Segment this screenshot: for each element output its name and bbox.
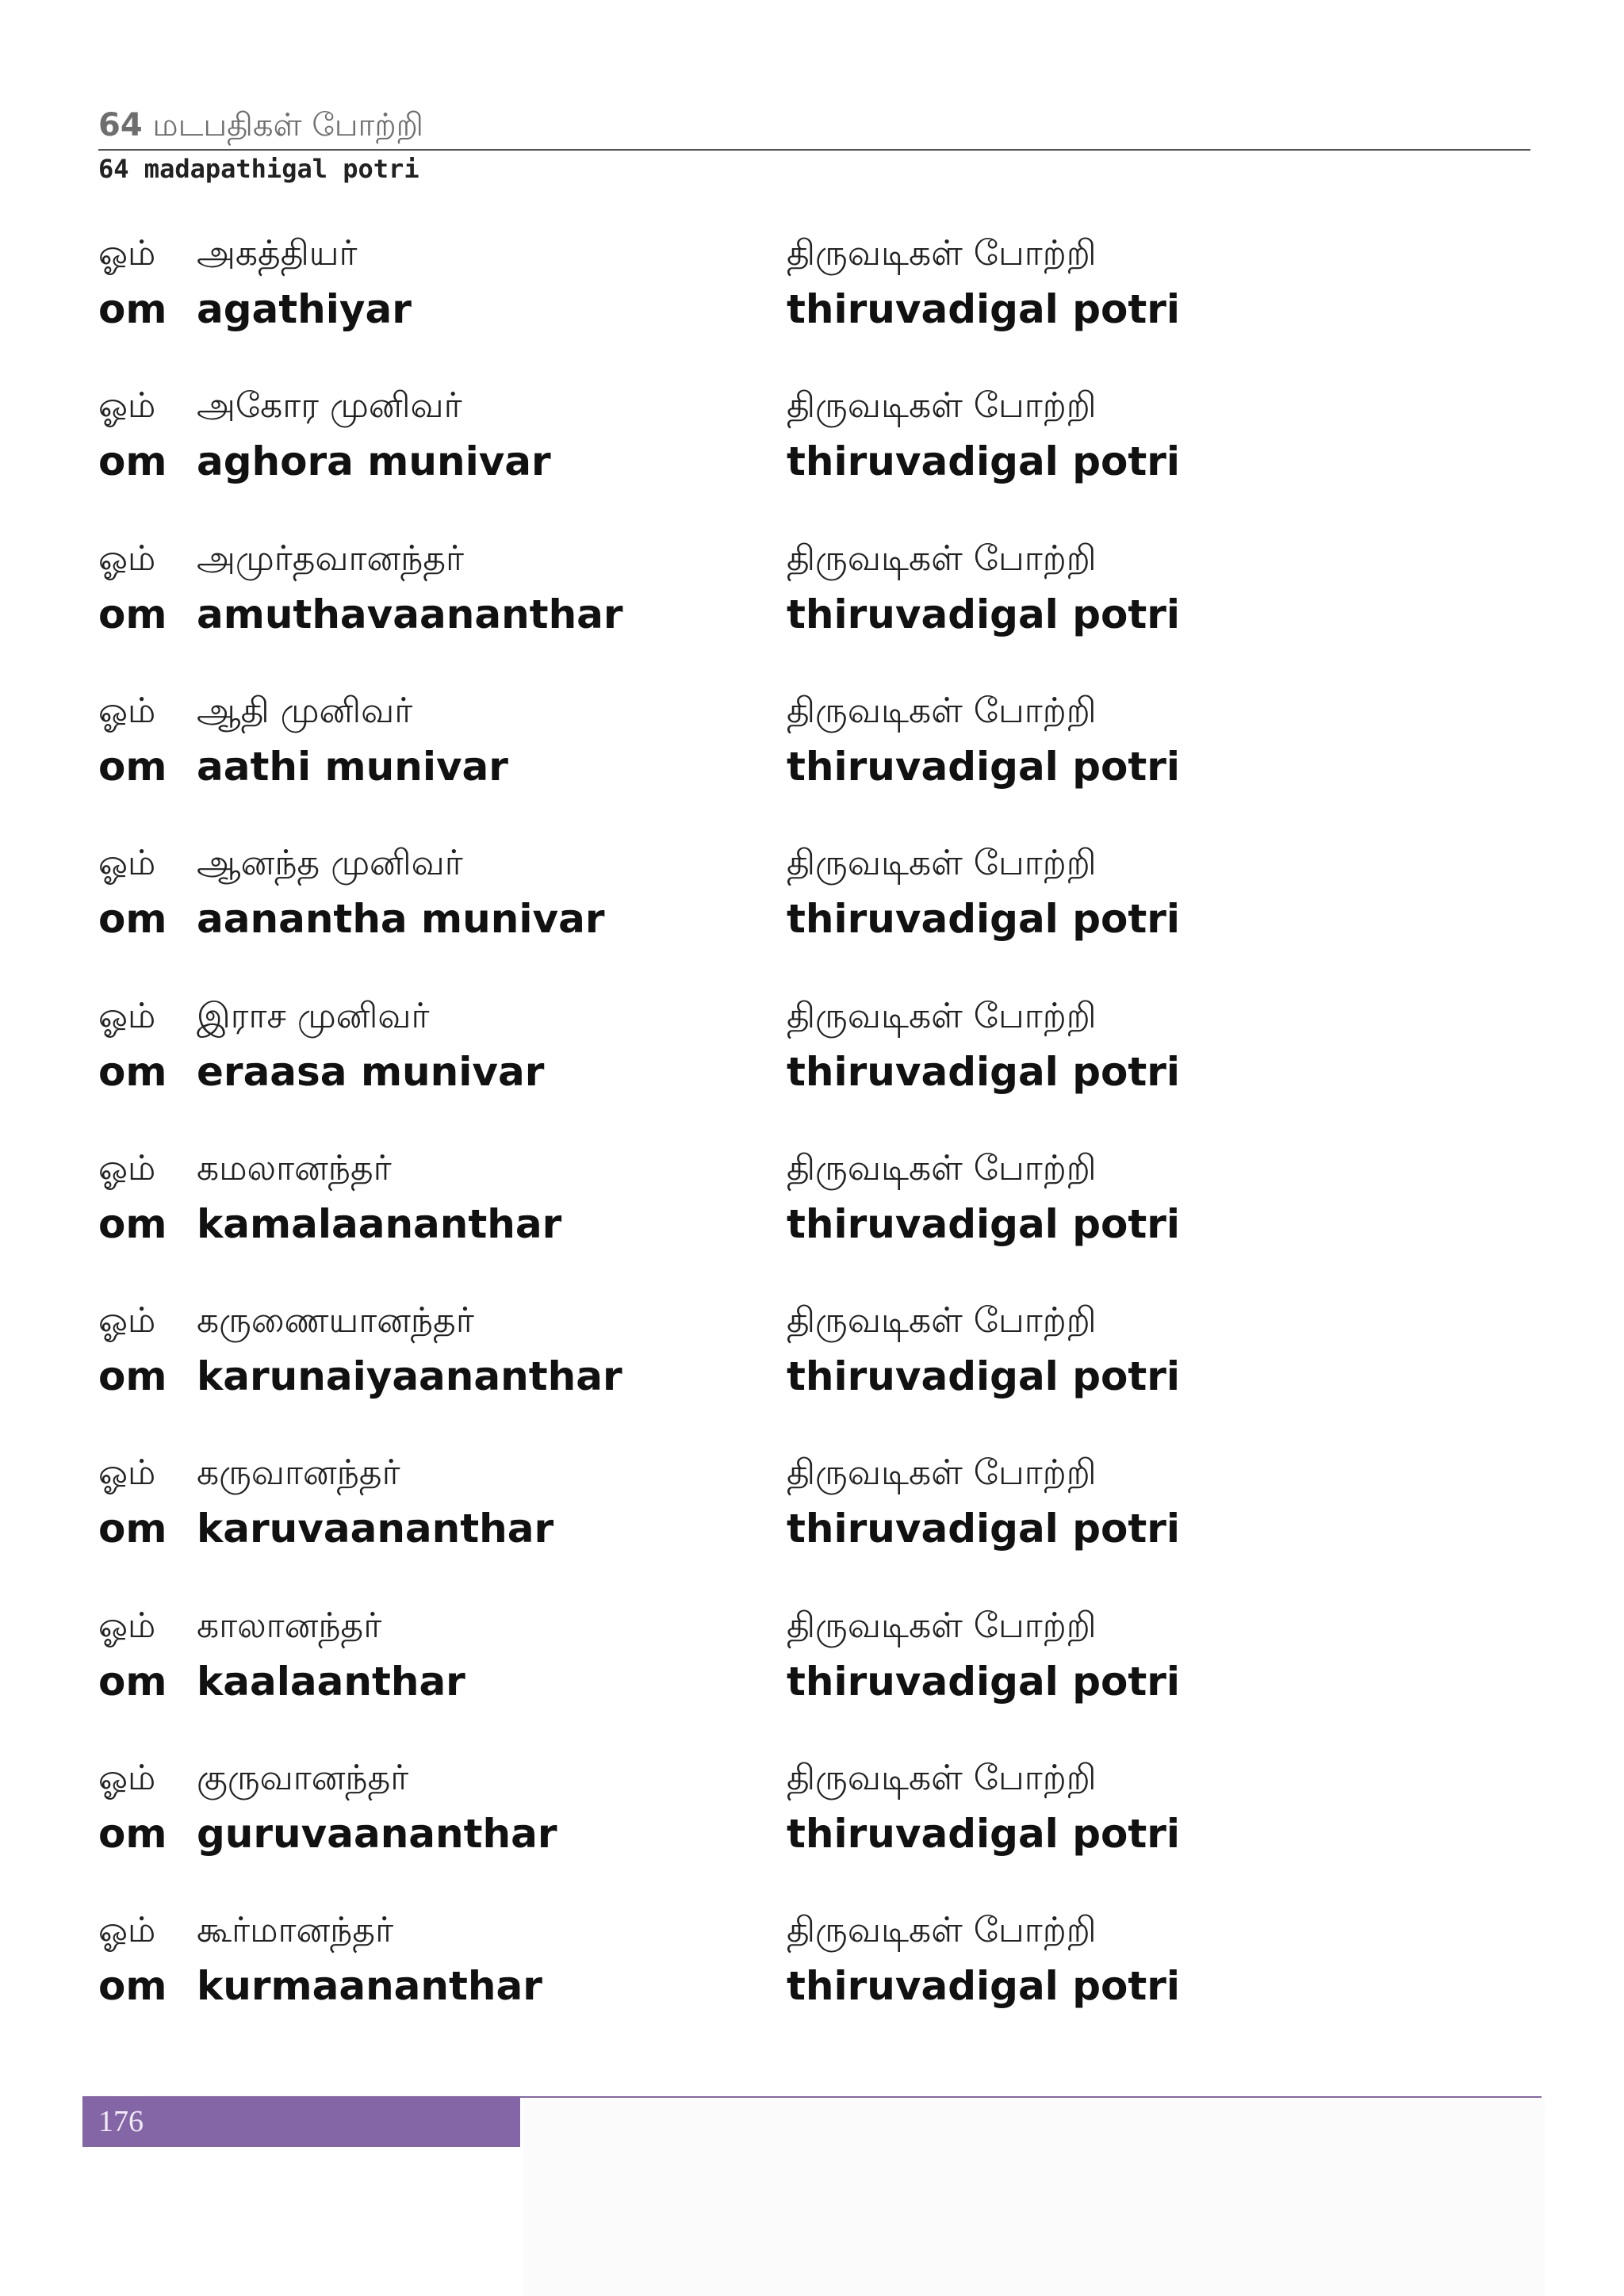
name-latin: karuvaananthar [197,1506,554,1552]
suffix-tamil: திருவடிகள் போற்றி [787,233,1097,274]
om-tamil: ஓம் [98,691,156,731]
name-latin: guruvaananthar [197,1811,557,1857]
name-tamil: ஆனந்த முனிவர் [197,843,463,883]
prayer-entry [0,686,1624,821]
suffix-tamil: திருவடிகள் போற்றி [787,538,1097,579]
page-header-title [98,105,423,146]
header-divider [98,149,1530,151]
prayer-entry [0,1601,1624,1735]
name-tamil: கருணையானந்தர் [197,1300,474,1341]
suffix-tamil: திருவடிகள் போற்றி [787,1758,1097,1798]
suffix-tamil: திருவடிகள் போற்றி [787,691,1097,731]
om-latin: om [98,896,167,942]
om-tamil: ஓம் [98,843,156,883]
om-latin: om [98,1963,167,2009]
name-tamil: கருவானந்தர் [197,1452,400,1493]
suffix-tamil: திருவடிகள் போற்றி [787,996,1097,1036]
om-latin: om [98,1506,167,1552]
suffix-latin: thiruvadigal potri [787,744,1181,790]
name-latin: karunaiyaananthar [197,1353,622,1399]
prayer-entry [0,381,1624,515]
om-tamil: ஓம் [98,538,156,579]
name-latin: aghora munivar [197,438,551,484]
suffix-latin: thiruvadigal potri [787,1659,1181,1705]
page-number: 176 [98,2105,144,2138]
prayer-entry [0,1753,1624,1888]
om-tamil: ஓம் [98,1300,156,1341]
om-tamil: ஓம் [98,1758,156,1798]
prayer-entry [0,838,1624,973]
om-latin: om [98,1049,167,1095]
page-number-box [82,2098,520,2147]
om-latin: om [98,1659,167,1705]
name-tamil: இராச முனிவர் [197,996,430,1036]
name-latin: eraasa munivar [197,1049,545,1095]
suffix-tamil: திருவடிகள் போற்றி [787,843,1097,883]
om-tamil: ஓம் [98,385,156,426]
om-tamil: ஓம் [98,996,156,1036]
header-title-tamil: மடபதிகள் போற்றி [152,107,424,144]
name-latin: agathiyar [197,286,412,332]
name-tamil: காலானந்தர் [197,1605,382,1646]
suffix-tamil: திருவடிகள் போற்றி [787,1605,1097,1646]
suffix-latin: thiruvadigal potri [787,1963,1181,2009]
name-latin: kamalaananthar [197,1201,562,1247]
suffix-tamil: திருவடிகள் போற்றி [787,1910,1097,1950]
om-latin: om [98,591,167,637]
name-latin: amuthavaananthar [197,591,623,637]
prayer-entry [0,1143,1624,1278]
suffix-tamil: திருவடிகள் போற்றி [787,1300,1097,1341]
suffix-latin: thiruvadigal potri [787,896,1181,942]
suffix-latin: thiruvadigal potri [787,438,1181,484]
om-latin: om [98,1353,167,1399]
om-tamil: ஓம் [98,1452,156,1493]
om-tamil: ஓம் [98,233,156,274]
prayer-entry [0,534,1624,668]
prayer-entry [0,228,1624,363]
suffix-latin: thiruvadigal potri [787,286,1181,332]
om-latin: om [98,1201,167,1247]
prayer-entry [0,1295,1624,1430]
header-subtitle: 64 madapathigal potri [98,154,419,184]
name-tamil: ஆதி முனிவர் [197,691,413,731]
prayer-entry [0,1448,1624,1582]
name-tamil: கூர்மானந்தர் [197,1910,394,1950]
om-tamil: ஓம் [98,1910,156,1950]
footer-shade [523,2099,1545,2296]
om-tamil: ஓம் [98,1148,156,1188]
prayer-entry [0,991,1624,1126]
suffix-tamil: திருவடிகள் போற்றி [787,385,1097,426]
suffix-latin: thiruvadigal potri [787,1506,1181,1552]
om-latin: om [98,1811,167,1857]
suffix-latin: thiruvadigal potri [787,1811,1181,1857]
suffix-tamil: திருவடிகள் போற்றி [787,1148,1097,1188]
suffix-tamil: திருவடிகள் போற்றி [787,1452,1097,1493]
prayer-entry [0,1905,1624,2040]
name-tamil: குருவானந்தர் [197,1758,409,1798]
om-latin: om [98,438,167,484]
suffix-latin: thiruvadigal potri [787,591,1181,637]
name-latin: aathi munivar [197,744,508,790]
om-tamil: ஓம் [98,1605,156,1646]
name-tamil: அமுர்தவானந்தர் [197,538,465,579]
om-latin: om [98,744,167,790]
suffix-latin: thiruvadigal potri [787,1201,1181,1247]
name-latin: kurmaananthar [197,1963,542,2009]
suffix-latin: thiruvadigal potri [787,1049,1181,1095]
name-tamil: அகத்தியர் [197,233,358,274]
suffix-latin: thiruvadigal potri [787,1353,1181,1399]
header-number: 64 [98,107,143,144]
name-latin: aanantha munivar [197,896,605,942]
name-tamil: அகோர முனிவர் [197,385,462,426]
name-tamil: கமலானந்தர் [197,1148,392,1188]
name-latin: kaalaanthar [197,1659,465,1705]
om-latin: om [98,286,167,332]
